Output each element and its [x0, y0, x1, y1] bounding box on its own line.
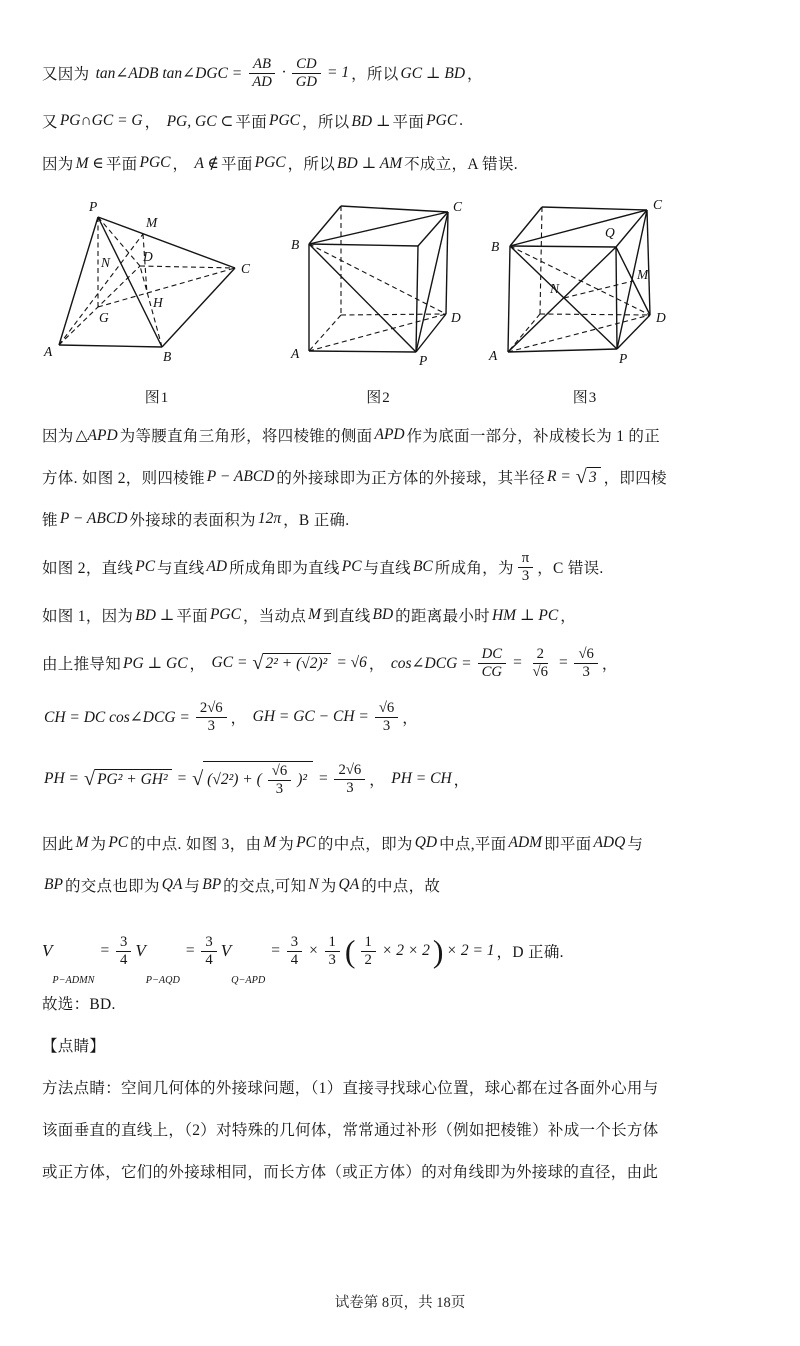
vertex-label-D: D [143, 249, 153, 264]
fraction: $\frac{3}{4}$ [287, 934, 302, 968]
answer-line: 故选：BD. [42, 996, 116, 1013]
math-run: = 1 [327, 64, 350, 81]
radical: √ 2² + (√2)² [252, 653, 331, 673]
fraction: $\frac{1}{3}$ [325, 934, 340, 968]
text-run: ，所以 [351, 66, 399, 83]
vertex-label-C: C [241, 261, 251, 276]
vertex-label-B: B [163, 349, 172, 364]
solution-line-apd: 因为 △APD 为等腰直角三角形，将四棱锥的侧面 APD 作为底面一部分，补成棱长为 1 的正 [42, 426, 661, 445]
text-run: 又因为 [42, 66, 94, 83]
vertex-label-A: A [489, 348, 498, 363]
solution-line-sphere-radius: 方体. 如图 2，则四棱锥 P − ABCD 的外接球即为正方体的外接球，其半径 R = √ 3 ，即四棱 [42, 465, 667, 488]
fig3-dashed-edges [508, 207, 650, 352]
figure-2-block [286, 194, 471, 407]
vertex-label-Q: Q [605, 225, 615, 240]
fraction: $\frac{1}{2}$ [361, 934, 376, 968]
remark-line-2: 该面垂直的直线上，（2）对特殊的几何体，常常通过补形（例如把棱锥）补成一个长方体 [42, 1122, 659, 1139]
solution-line-gc: 由上推导知 PG ⊥ GC ， GC = √ 2² + (√2)² = √6 ， cos∠DCG = $\frac{DC}{CG}$ = $\frac{2}{√6}$ = $\frac{√6}{3}$ ， [42, 646, 618, 680]
vertex-label-P: P [419, 353, 428, 368]
vertex-label-D: D [656, 310, 666, 325]
solution-line-B-correct: 锥 P − ABCD 外接球的表面积为 12π ，B 正确. [42, 510, 350, 529]
fig1-solid-edges [59, 217, 235, 347]
figure-3-cube-diagram [485, 194, 685, 384]
fraction: $\frac{3}{4}$ [201, 934, 216, 968]
solution-line-tan [42, 46, 762, 100]
radical: √ (√2²) + ( $\frac{√6}{3}$ )² [192, 761, 313, 797]
fraction: $\frac{2}{√6}$ [532, 646, 548, 680]
math-run: V [220, 941, 232, 960]
fraction: $\frac{CD}{GD}$ [292, 56, 321, 90]
figure-1-pyramid-diagram [42, 194, 272, 384]
vertex-label-B: B [291, 237, 300, 252]
solution-line-hm-pc: 如图 1，因为 BD ⊥ 平面 PGC ，当动点 M 到直线 BD 的距离最小时 HM ⊥ PC ， [42, 606, 577, 625]
vertex-label-M: M [146, 215, 158, 230]
solution-line-plane: 又 PG∩GC = G ， PG, GC ⊂ 平面 PGC ，所以 BD ⊥ 平面 PGC . [42, 112, 464, 131]
vertex-label-A: A [44, 344, 53, 359]
figure-3-block [485, 194, 685, 407]
fraction: $\frac{DC}{CG}$ [478, 646, 506, 680]
vertex-label-P: P [89, 199, 98, 214]
fraction: $\frac{2√6}{3}$ [196, 700, 227, 734]
fig1-vertex-labels [43, 199, 251, 364]
solution-line-midpoint-2: BP 的交点也即为 QA 与 BP 的交点,可知 N 为 QA 的中点，故 [44, 876, 441, 895]
solution-line-A-wrong: 因为 M ∈ 平面 PGC ， A ∉ 平面 PGC ，所以 BD ⊥ AM 不成立，A 错误. [42, 154, 518, 173]
vertex-label-N: N [101, 255, 111, 270]
text-run: ， [467, 66, 483, 83]
vertex-label-C: C [653, 197, 663, 212]
math-run: V [135, 941, 146, 960]
remark-line-3: 或正方体，它们的外接球相同，而长方体（或正方体）的对角线即为外接球的直径，由此 [42, 1164, 659, 1181]
subscript: Q−APD [231, 975, 266, 986]
radical: √ PG² + GH² [84, 769, 172, 789]
math-run: tan∠ADB tan∠DGC = [95, 64, 243, 82]
vertex-label-A: A [291, 346, 300, 361]
solution-line-C-wrong: 如图 2，直线 PC 与直线 AD 所成角即为直线 PC 与直线 BC 所成角，为 $\frac{\pi}{3}$ ，C 错误. [42, 550, 604, 584]
figure-2-caption: 图2 [366, 390, 391, 406]
solution-line-ch-gh: CH = DC cos∠DCG = $\frac{2√6}{3}$ ， GH = GC − CH = $\frac{√6}{3}$ ， [44, 700, 419, 734]
fraction: $\frac{√6}{3}$ [268, 763, 291, 797]
fraction: $\frac{√6}{3}$ [375, 700, 398, 734]
remark-header: 【点睛】 [42, 1038, 106, 1055]
fraction: $\frac{2√6}{3}$ [334, 762, 365, 796]
figure-1-caption: 图1 [144, 390, 170, 406]
vertex-label-H: H [153, 295, 163, 310]
figure-2-cube-diagram [286, 194, 471, 384]
left-paren: ( [344, 933, 356, 969]
fraction: $\frac{√6}{3}$ [574, 646, 597, 680]
math-run: GC ⊥ BD [400, 64, 466, 82]
vertex-label-P: P [619, 351, 628, 366]
vertex-label-C: C [453, 199, 463, 214]
figures-row [42, 194, 762, 408]
vertex-label-D: D [451, 310, 461, 325]
vertex-label-M: M [637, 267, 649, 282]
page-footer: 试卷第 8页，共 18页 [334, 1295, 466, 1311]
right-paren: ) [432, 933, 444, 969]
subscript: P−AQD [145, 975, 180, 986]
subscript: P−ADMN [52, 975, 95, 986]
figure-3-caption: 图3 [572, 390, 598, 406]
fig1-dashed-edges [59, 217, 235, 347]
fraction: $\frac{\pi}{3}$ [518, 550, 533, 584]
fraction: $\frac{3}{4}$ [116, 934, 131, 968]
math-run: V [42, 941, 53, 960]
vertex-label-G: G [99, 310, 109, 325]
radical: √ 3 [576, 467, 601, 487]
math-run: · [281, 64, 286, 81]
solution-line-volume: V P−ADMN = $\frac{3}{4}$ V P−AQD = $\frac{3}{4}$ V Q−APD = $\frac{3}{4}$ × $\frac{1}{3}$ ( $\frac{1}{2}$ × 2 × 2 ) × 2 = 1 ，D 正确. [42, 933, 564, 986]
solution-line-ph: PH = √ PG² + GH² = √ (√2²) + ( $\frac{√6}{3}$ )² = $\frac{2√6}{3}$ ， PH = CH ， [44, 762, 470, 797]
solution-line-midpoint-1: 因此 M 为 PC 的中点. 如图 3，由 M 为 PC 的中点，即为 QD 中点,平面 ADM 即平面 ADQ 与 [42, 834, 644, 853]
fraction: $\frac{AB}{AD}$ [248, 56, 276, 90]
vertex-label-B: B [491, 239, 500, 254]
fig3-vertex-labels [488, 197, 666, 366]
remark-line-1: 方法点睛：空间几何体的外接球问题，（1）直接寻找球心位置，球心都在过各面外心用与 [42, 1080, 659, 1097]
vertex-label-N: N [550, 281, 560, 296]
figure-1-block [42, 194, 272, 407]
